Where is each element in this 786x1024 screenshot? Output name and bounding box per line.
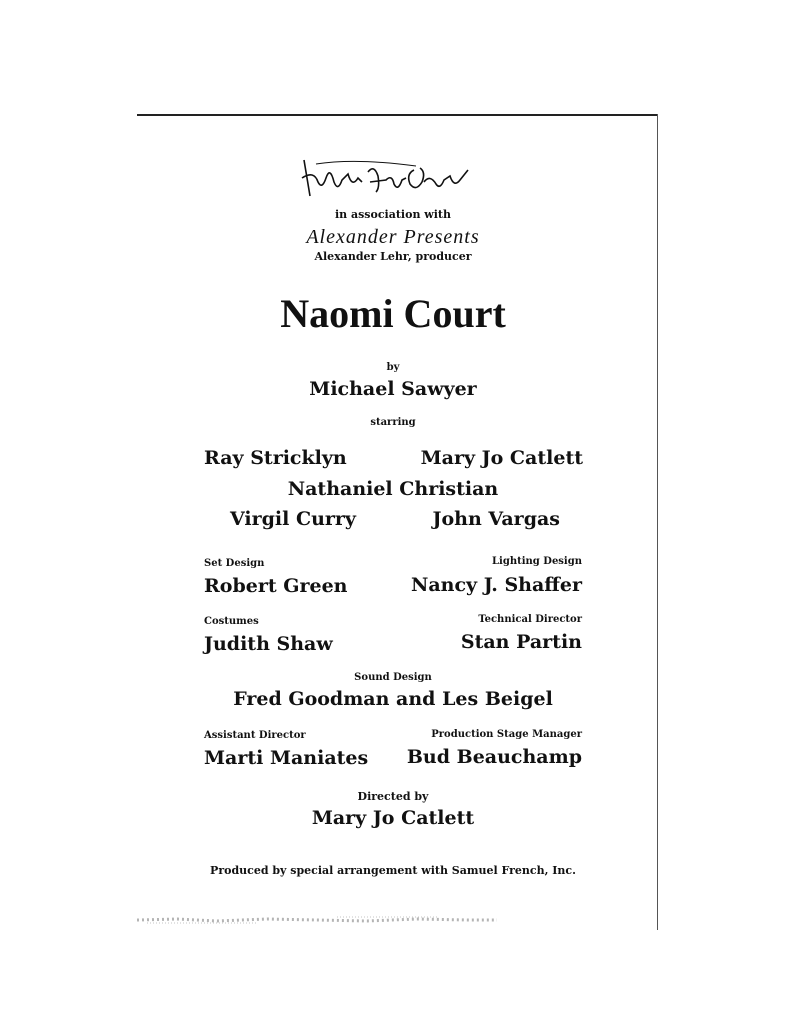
stage-manager-name: Bud Beauchamp bbox=[406, 746, 582, 768]
sound-design-label: Sound Design bbox=[354, 672, 432, 683]
stage-manager-label: Production Stage Manager bbox=[431, 729, 582, 740]
cast-ray-stricklyn: Ray Stricklyn bbox=[204, 447, 347, 469]
producer-signature bbox=[296, 152, 471, 204]
cast-nathaniel-christian: Nathaniel Christian bbox=[287, 478, 499, 500]
cast-virgil-curry: Virgil Curry bbox=[230, 508, 356, 530]
starring-label: starring bbox=[370, 417, 416, 428]
top-border-line bbox=[137, 114, 657, 116]
directed-by-label: Directed by bbox=[357, 790, 429, 803]
director-name: Mary Jo Catlett bbox=[311, 807, 475, 829]
set-design-name: Robert Green bbox=[204, 575, 348, 597]
technical-director-label: Technical Director bbox=[478, 614, 582, 625]
by-label: by bbox=[386, 362, 400, 373]
lighting-design-name: Nancy J. Shaffer bbox=[411, 574, 582, 596]
presenter-name: Alexander Presents bbox=[306, 226, 480, 248]
assistant-director-label: Assistant Director bbox=[204, 730, 306, 741]
author-name: Michael Sawyer bbox=[309, 378, 477, 400]
cast-john-vargas: John Vargas bbox=[432, 508, 560, 530]
assistant-director-name: Marti Maniates bbox=[204, 747, 369, 769]
cast-mary-jo-catlett: Mary Jo Catlett bbox=[420, 447, 583, 469]
technical-director-name: Stan Partin bbox=[460, 631, 582, 653]
lighting-design-label: Lighting Design bbox=[492, 556, 582, 567]
costumes-label: Costumes bbox=[204, 616, 259, 627]
set-design-label: Set Design bbox=[204, 558, 265, 569]
arrangement-footer: Produced by special arrangement with Samuel French, Inc. bbox=[210, 864, 576, 877]
costumes-name: Judith Shaw bbox=[204, 633, 333, 655]
association-text: in association with bbox=[334, 208, 451, 221]
play-title: Naomi Court bbox=[280, 291, 506, 336]
scan-smudge bbox=[137, 914, 497, 926]
sound-design-name: Fred Goodman and Les Beigel bbox=[233, 688, 553, 710]
producer-line: Alexander Lehr, producer bbox=[314, 250, 472, 263]
